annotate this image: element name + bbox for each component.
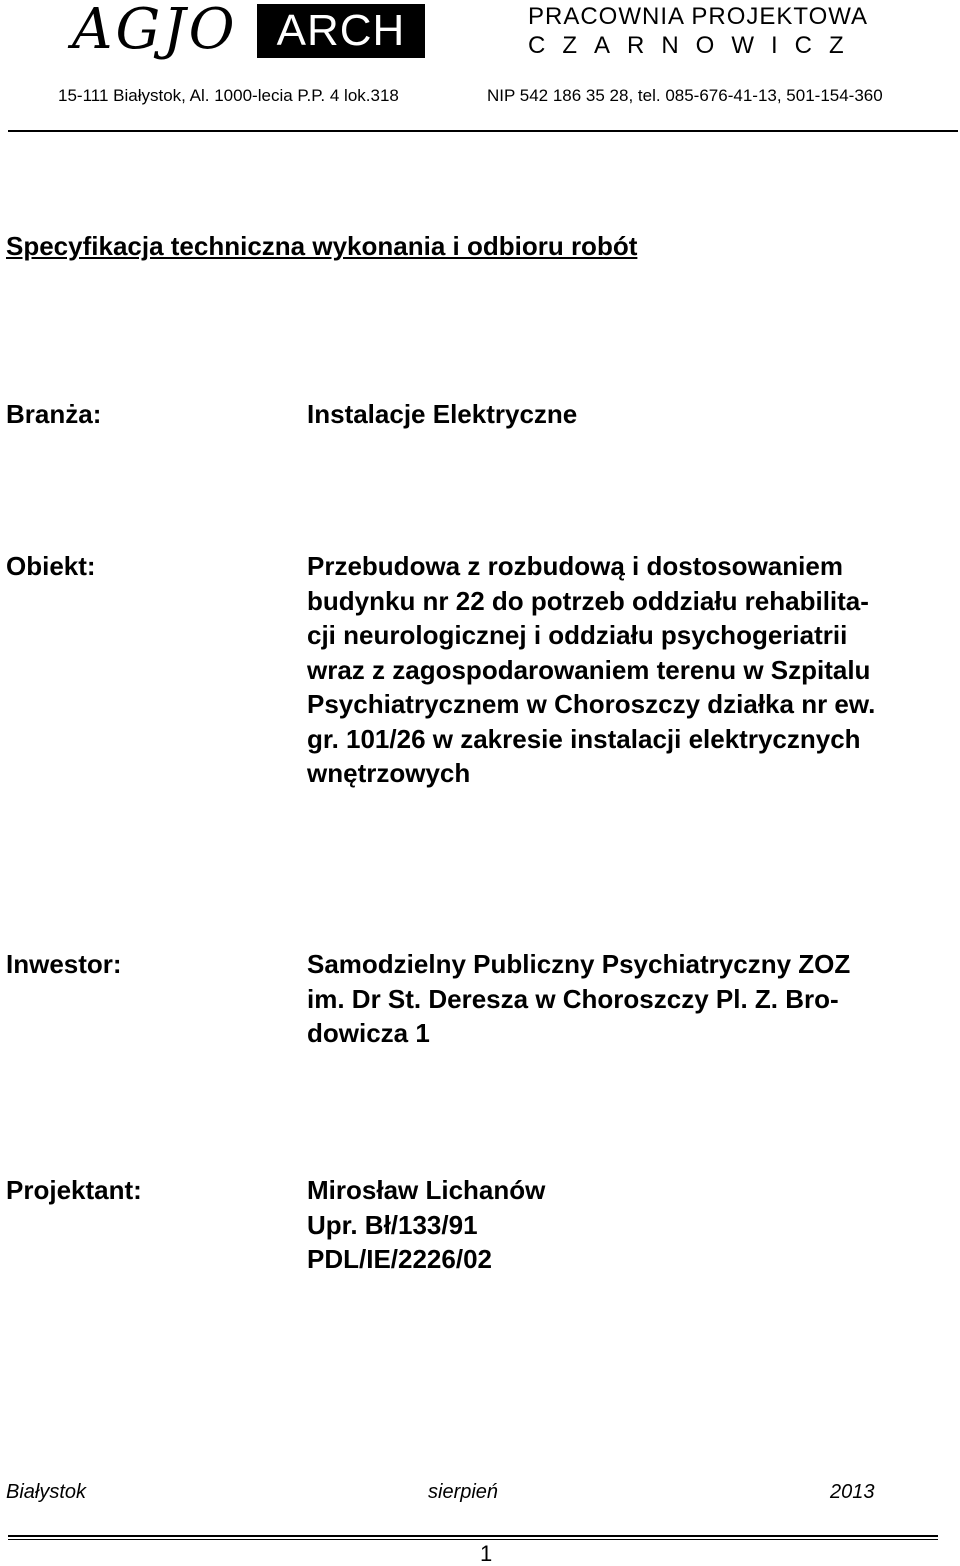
document-title: Specyfikacja techniczna wykonania i odbioru robót [6, 231, 638, 261]
obiekt-line: wnętrzowych [307, 758, 471, 788]
logo-agjo: AGJO [72, 0, 238, 62]
logo-arch: ARCH [257, 4, 425, 58]
firm-contact: NIP 542 186 35 28, tel. 085-676-41-13, 501-154-360 [487, 86, 883, 105]
footer-month: sierpień [428, 1481, 499, 1503]
branza-label: Branża: [6, 399, 102, 429]
firm-address: 15-111 Białystok, Al. 1000-lecia P.P. 4 lok.318 [58, 86, 399, 105]
projektant-label: Projektant: [6, 1175, 142, 1205]
page-number: 1 [480, 1541, 493, 1566]
projektant-line: Mirosław Lichanów [307, 1175, 546, 1205]
obiekt-line: wraz z zagospodarowaniem terenu w Szpitalu [307, 654, 871, 685]
inwestor-value [307, 947, 947, 1051]
inwestor-line: Samodzielny Publiczny Psychiatryczny ZOZ [307, 949, 851, 979]
projektant-line: PDL/IE/2226/02 [307, 1244, 492, 1274]
inwestor-label: Inwestor: [6, 949, 122, 979]
firm-name: PRACOWNIA PROJEKTOWA [528, 3, 869, 30]
obiekt-line: Psychiatrycznem w Choroszczy działka nr ew. [307, 689, 876, 719]
obiekt-value [307, 549, 947, 791]
obiekt-label: Obiekt: [6, 551, 96, 581]
footer-year: 2013 [830, 1481, 875, 1503]
footer-city: Białystok [6, 1481, 87, 1503]
footer-divider [8, 1535, 938, 1537]
inwestor-line: im. Dr St. Deresza w Choroszczy Pl. Z. Bro- [307, 983, 839, 1014]
branza-value: Instalacje Elektryczne [307, 399, 578, 429]
header-divider [8, 130, 958, 132]
projektant-line: Upr. Bł/133/91 [307, 1209, 478, 1240]
firm-owner: CZARNOWICZ [528, 32, 861, 59]
obiekt-line: gr. 101/26 w zakresie instalacji elektrycznych [307, 723, 861, 754]
obiekt-line: budynku nr 22 do potrzeb oddziału rehabilita- [307, 585, 869, 616]
obiekt-line: cji neurologicznej i oddziału psychogeriatrii [307, 620, 848, 650]
footer-divider-thin [8, 1539, 938, 1540]
obiekt-line: Przebudowa z rozbudową i dostosowaniem [307, 551, 843, 581]
projektant-value [307, 1173, 947, 1277]
inwestor-line: dowicza 1 [307, 1018, 430, 1048]
